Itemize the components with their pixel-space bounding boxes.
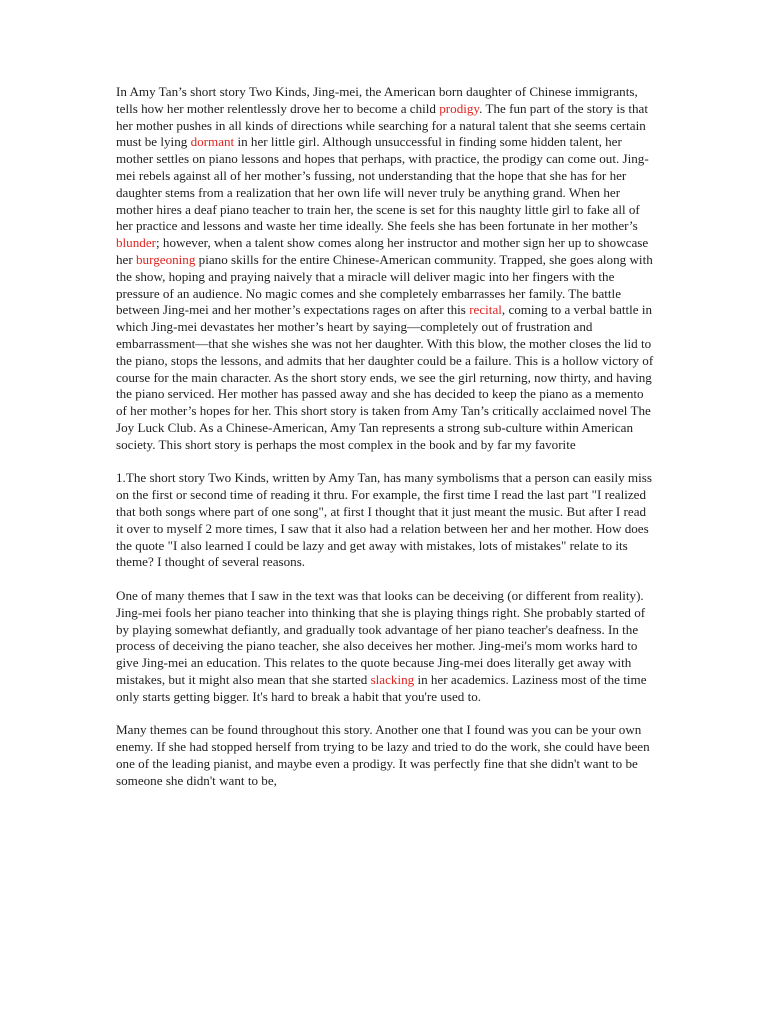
text-segment: in her little girl. Although unsuccessful in finding some hidden talent, her mother settles on piano lessons and hopes that perhaps, with practice, the prodigy can come out. Jing-mei rebels against all of her mother’s fussing, not understanding that the hope that she has for her daughter stems from a realization that her own life will never truly be anything grand. When her mother hires a deaf piano teacher to train her, the scene is set for this naughty little girl to fake all of her practice and lessons and waste her time ideally. She feels she has been fortunate in her mother’s [116,134,649,234]
highlighted-word-recital[interactable]: recital [469,302,502,318]
text-segment: in her academics. Laziness most of the time only starts getting bigger. It's hard to break a habit that you're used to. [116,671,647,704]
highlighted-word-slacking[interactable]: slacking [370,671,415,687]
text-segment: , coming to a verbal battle in which Jing-mei devastates her mother’s heart by saying—completely out of frustration and embarrassment—that she wishes she was not her daughter. With this blow, the mother closes the lid to the piano, stops the lessons, and admits that her daughter could be a failure. This is a hollow victory of course for the main character. As the short story ends, we see the girl returning, now thirty, and having the piano serviced. Her mother has passed away and she has decided to keep the piano as a memento of her mother’s hopes for her. This short story is taken from Amy Tan’s critically acclaimed novel The Joy Luck Club. As a Chinese-American, Amy Tan represents a strong sub-culture within American society. This short story is perhaps the most complex in the book and by far my favorite [116,302,654,452]
text-segment: . The fun part of the story is that her mother pushes in all kinds of directions while searching for a natural talent that she seems certain must be lying [116,100,648,150]
text-segment: Many themes can be found throughout this story. Another one that I found was you can be your own enemy. If she had stopped herself from trying to be lazy and tried to do the work, she could have been one of the leading pianist, and maybe even a prodigy. It was perfectly fine that she didn't want to be someone she didn't want to be, [116,722,650,788]
highlighted-word-blunder[interactable]: blunder [116,235,156,251]
text-segment: One of many themes that I saw in the text was that looks can be deceiving (or different from reality). Jing-mei fools her piano teacher into thinking that she is playing things right. She probably started of by playing somewhat defiantly, and gradually took advantage of her piano teacher's deafness. In the process of deceiving the piano teacher, she also deceives her mother. Jing-mei's mom works hard to give Jing-mei an education. This relates to the quote because Jing-mei does literally get away with mistakes, but it might also mean that she started [116,587,646,687]
document-page [116,84,656,806]
highlighted-word-prodigy[interactable]: prodigy [439,100,480,116]
text-segment: piano skills for the entire Chinese-American community. Trapped, she goes along with the show, hoping and praying naively that a miracle will deliver magic into her fingers with the pressure of an audience. No magic comes and she completely embarrasses her family. The battle between Jing-mei and her mother’s expectations rages on after this [116,251,653,318]
text-segment: In Amy Tan’s short story Two Kinds, Jing-mei, the American born daughter of Chinese immigrants, tells how her mother relentlessly drove her to become a child [116,84,638,116]
paragraph-symbolism [116,470,656,571]
highlighted-word-dormant[interactable]: dormant [190,134,235,150]
highlighted-word-burgeoning[interactable]: burgeoning [136,251,196,267]
text-segment: ; however, when a talent show comes along her instructor and mother sign her up to showcase her [116,235,649,267]
text-segment: 1.The short story Two Kinds, written by Amy Tan, has many symbolisms that a person can easily miss on the first or second time of reading it thru. For example, the first time I read the last part "I realized that both songs where part of one song", at first I thought that it just meant the music. But after I read it over to myself 2 more times, I saw that it also had a relation between her and her mother. How does the quote "I also learned I could be lazy and get away with mistakes, lots of mistakes" relate to its theme? I thought of several reasons. [116,470,652,570]
paragraph-enemy-theme [116,722,656,789]
paragraph-summary [116,84,656,454]
paragraph-deception-theme [116,588,656,706]
